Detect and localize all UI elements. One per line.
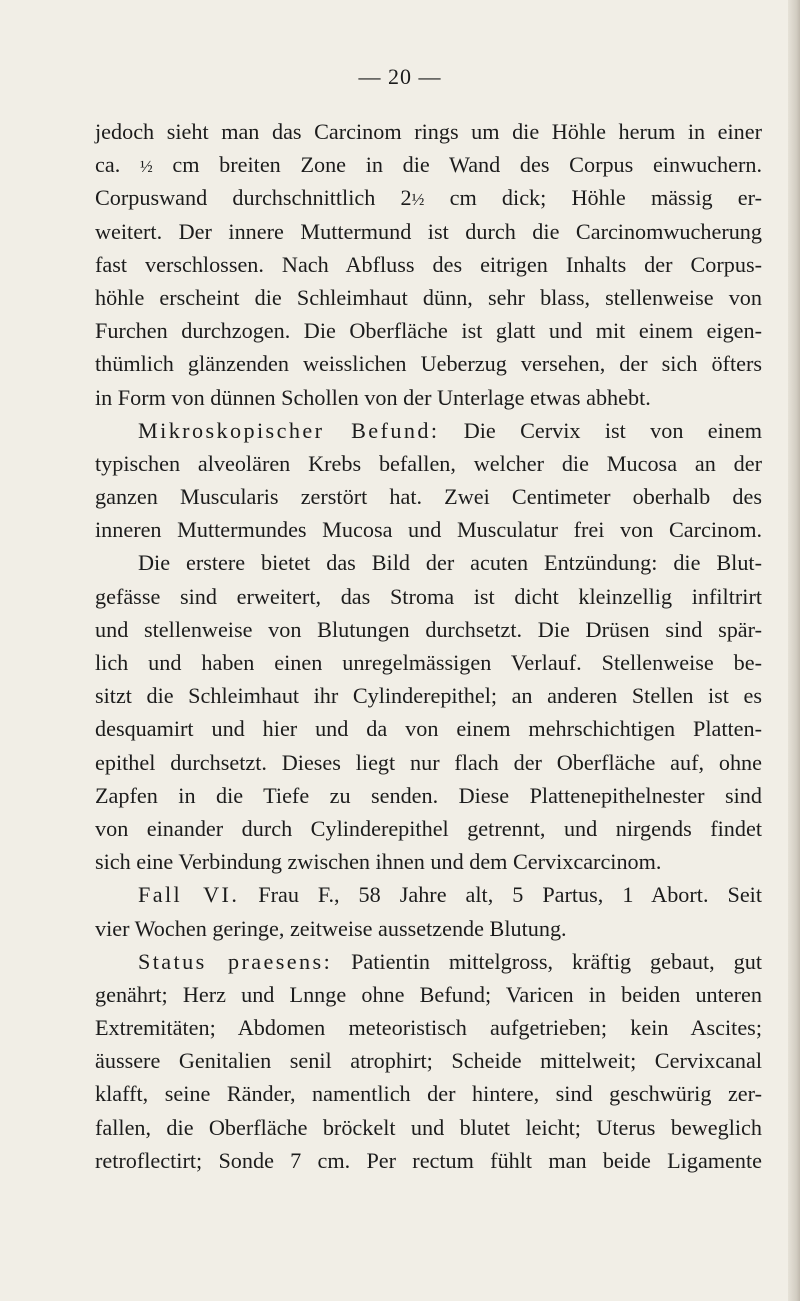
text-segment: Zapfen in die Tiefe zu senden. Diese Plattenepithelnester sind <box>95 782 762 808</box>
text-segment: desquamirt und hier und da von einem mehrschichtigen Platten- <box>95 716 762 742</box>
text-segment: äussere Genitalien senil atrophirt; Scheide mittelweit; Cervixcanal <box>95 1048 762 1074</box>
text-segment: thümlich glänzenden weisslichen Ueberzug versehen, der sich öfters <box>95 351 762 377</box>
text-segment: sich eine Verbindung zwischen ihnen und dem Cervixcarcinom. <box>95 849 662 875</box>
text-segment: Die Cervix ist von einem <box>439 417 762 443</box>
text-line <box>95 414 762 447</box>
text-segment: genährt; Herz und Lnnge ohne Befund; Varicen in beiden unteren <box>95 981 762 1007</box>
text-line <box>95 1144 762 1177</box>
fraction: ½ <box>411 190 425 210</box>
text-segment: gefässe sind erweitert, das Stroma ist dicht kleinzellig infiltrirt <box>95 583 762 609</box>
text-segment: cm dick; Höhle mässig er- <box>424 185 762 211</box>
text-line <box>95 1011 762 1044</box>
text-segment: weitert. Der innere Muttermund ist durch die Carcinomwucherung <box>95 218 762 244</box>
text-line <box>95 447 762 480</box>
text-line <box>95 1111 762 1144</box>
text-line <box>95 812 762 845</box>
spaced-heading: Fall VI. <box>138 882 240 908</box>
text-line <box>95 646 762 679</box>
text-segment: typischen alveolären Krebs befallen, welcher die Mucosa an der <box>95 450 762 476</box>
text-segment: in Form von dünnen Schollen von der Unterlage etwas abhebt. <box>95 384 651 410</box>
text-line <box>95 281 762 314</box>
text-line <box>95 613 762 646</box>
text-segment: Frau F., 58 Jahre alt, 5 Partus, 1 Abort. Seit <box>239 882 762 908</box>
text-line <box>95 181 762 214</box>
text-line <box>95 546 762 579</box>
text-segment: lich und haben einen unregelmässigen Verlauf. Stellenweise be- <box>95 650 762 675</box>
text-segment: und stellenweise von Blutungen durchsetzt. Die Drüsen sind spär- <box>95 616 762 642</box>
text-line <box>95 712 762 745</box>
text-segment: vier Wochen geringe, zeitweise aussetzende Blutung. <box>95 915 567 941</box>
text-line <box>95 580 762 613</box>
spaced-heading: Status praesens: <box>138 948 333 974</box>
text-line <box>95 347 762 380</box>
text-line <box>95 148 762 181</box>
text-line <box>95 248 762 281</box>
text-segment: Furchen durchzogen. Die Oberfläche ist glatt und mit einem eigen- <box>95 318 762 344</box>
text-line <box>95 679 762 712</box>
text-segment: Die erstere bietet das Bild der acuten Entzündung: die Blut- <box>138 550 762 576</box>
text-line <box>95 945 762 978</box>
text-line <box>95 845 762 878</box>
text-segment: Patientin mittelgross, kräftig gebaut, gut <box>332 948 763 974</box>
text-line <box>95 1077 762 1110</box>
text-line <box>95 115 762 148</box>
text-segment: höhle erscheint die Schleimhaut dünn, sehr blass, stellenweise von <box>95 284 762 310</box>
text-line <box>95 513 762 546</box>
text-segment: cm breiten Zone in die Wand des Corpus einwuchern. <box>152 152 762 178</box>
text-line <box>95 746 762 779</box>
text-line <box>95 978 762 1011</box>
text-segment: ca. <box>95 152 140 178</box>
body-text <box>95 115 762 1177</box>
text-line <box>95 779 762 812</box>
text-segment: epithel durchsetzt. Dieses liegt nur flach der Oberfläche auf, ohne <box>95 749 762 775</box>
text-segment: fallen, die Oberfläche bröckelt und blutet leicht; Uterus beweglich <box>95 1114 762 1140</box>
text-segment: jedoch sieht man das Carcinom rings um die Höhle herum in einer <box>95 119 762 144</box>
text-segment: Corpuswand durchschnittlich 2 <box>95 185 412 211</box>
page-number: — 20 — <box>358 64 442 89</box>
text-segment: klafft, seine Ränder, namentlich der hintere, sind geschwürig zer- <box>95 1081 762 1107</box>
text-segment: Extremitäten; Abdomen meteoristisch aufgetrieben; kein Ascites; <box>95 1015 762 1041</box>
text-segment: sitzt die Schleimhaut ihr Cylinderepithel; an anderen Stellen ist es <box>95 683 762 709</box>
text-line <box>95 381 762 414</box>
text-line <box>95 878 762 911</box>
text-line <box>95 912 762 945</box>
spaced-heading: Mikroskopischer Befund: <box>138 417 440 443</box>
text-segment: inneren Muttermundes Mucosa und Musculatur frei von Carcinom. <box>95 517 762 543</box>
text-line <box>95 1044 762 1077</box>
fraction: ½ <box>139 157 153 177</box>
text-line <box>95 215 762 248</box>
text-segment: retroflectirt; Sonde 7 cm. Per rectum fühlt man beide Ligamente <box>95 1147 762 1173</box>
text-segment: fast verschlossen. Nach Abfluss des eitrigen Inhalts der Corpus- <box>95 251 762 277</box>
page-edge-shadow <box>788 0 800 1301</box>
text-line <box>95 480 762 513</box>
text-segment: ganzen Muscularis zerstört hat. Zwei Centimeter oberhalb des <box>95 484 762 510</box>
text-segment: von einander durch Cylinderepithel getrennt, und nirgends findet <box>95 815 762 841</box>
text-line <box>95 314 762 347</box>
